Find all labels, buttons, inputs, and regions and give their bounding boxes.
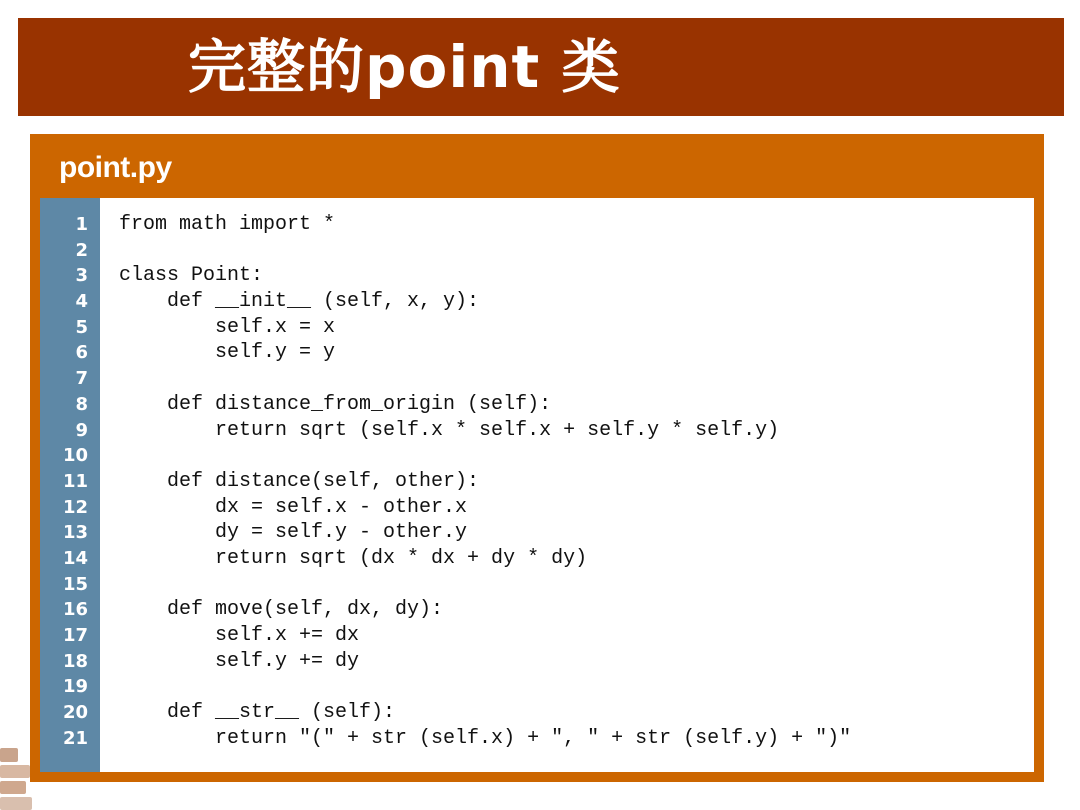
line-number: 8 [75,393,88,415]
line-number: 10 [62,445,88,467]
code-line [40,340,1034,366]
line-number: 16 [62,599,88,621]
code-line [40,520,1034,546]
code-text: self.x += dx [119,624,360,647]
code-text: return sqrt (dx * dx + dy * dy) [119,546,588,570]
code-line [40,418,1034,444]
line-number: 3 [75,265,88,287]
code-line [40,469,1034,495]
code-frame [30,134,1044,782]
code-text: class Point: [119,264,264,288]
code-line [40,623,1034,649]
code-line [40,263,1034,289]
code-line [40,238,1034,264]
code-line [40,289,1034,315]
code-line [40,443,1034,469]
brick-shape [0,781,26,794]
line-number: 1 [75,214,88,235]
line-number: 11 [62,470,88,492]
code-text: def __str__ (self): [119,701,396,725]
code-text: self.y += dy [119,649,360,673]
slide-title: 完整的point 类 [188,33,621,101]
code-text: def distance_from_origin (self): [119,392,552,416]
code-text: return "(" + str (self.x) + ", " + str (self.y) + ")" [119,726,852,750]
line-number: 15 [62,573,88,595]
code-text: def distance(self, other): [119,469,480,493]
line-number: 14 [62,547,88,569]
line-number: 21 [62,727,88,749]
code-text: from math import * [119,213,336,236]
line-number: 20 [62,702,88,724]
line-number: 2 [75,239,88,261]
line-number: 6 [75,342,88,364]
file-name: point.py [59,151,172,184]
code-text: self.x = x [119,315,336,339]
code-line [40,572,1034,598]
code-line [40,212,1034,238]
brick-shape [0,748,18,762]
line-number: 19 [62,676,88,698]
code-line [40,674,1034,700]
code-line [40,597,1034,623]
code-text: dy = self.y - other.y [119,521,468,545]
brick-shape [0,765,30,778]
code-text: def __init__ (self, x, y): [119,290,480,314]
code-line [40,366,1034,392]
brick-decoration [0,748,32,810]
code-line [40,649,1034,675]
code-line [40,392,1034,418]
code-line [40,495,1034,521]
code-text: def move(self, dx, dy): [119,598,444,622]
line-number: 18 [62,650,88,672]
brick-shape [0,797,32,810]
code-line [40,546,1034,572]
code-area [40,198,1034,772]
code-text: dx = self.x - other.x [119,495,468,519]
line-number: 5 [75,316,88,338]
code-line [40,315,1034,341]
line-number: 4 [75,291,88,313]
line-number: 17 [62,625,88,646]
line-number: 12 [62,496,88,518]
code-line [40,700,1034,726]
code-text: self.y = y [119,341,336,365]
line-number: 7 [75,368,88,390]
title-bar [18,18,1064,116]
line-number: 13 [62,522,88,544]
line-number: 9 [75,419,88,441]
code-line [40,726,1034,752]
code-text: return sqrt (self.x * self.x + self.y * self.y) [119,418,780,442]
code-lines [40,212,1034,751]
